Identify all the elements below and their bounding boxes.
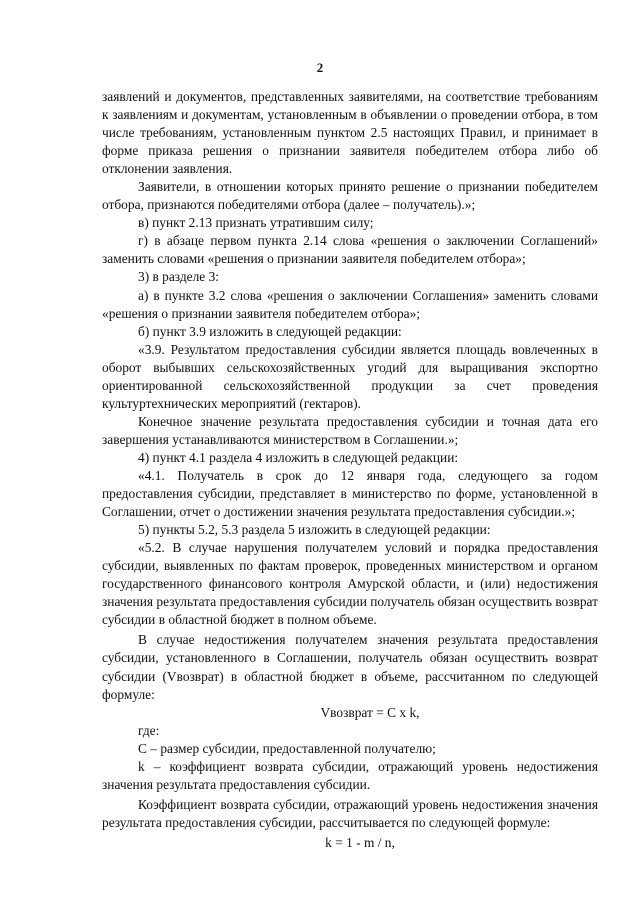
paragraph-coefficient: Коэффициент возврата субсидии, отражающий уровень недостижения значения результата предоставления субсидии, рассчитывается по следующей формуле: (102, 796, 598, 830)
where-label: где: (138, 722, 160, 738)
paragraph-item-4: 4) пункт 4.1 раздела 4 изложить в следующей редакции: (138, 449, 459, 465)
paragraph-item-b: б) пункт 3.9 изложить в следующей редакции: (138, 323, 402, 339)
paragraph-item-5: 5) пункты 5.2, 5.3 раздела 5 изложить в следующей редакции: (138, 522, 491, 538)
paragraph-clause-3-9: «3.9. Результатом предоставления субсидии является площадь вовлеченных в оборот выбывших сельскохозяйственных угодий для выращивания экспортно ориентированной сельскохозяйственной продукции за счет проведения культуртехнических мероприятий (гектаров). (102, 341, 598, 411)
formula-coefficient: k = 1 - m / n, (325, 834, 395, 850)
page-number: 2 (316, 60, 324, 75)
paragraph-item-g: г) в абзаце первом пункта 2.14 слова «решения о заключении Соглашений» заменить словами «решения о признании заявителя победителем отбора»; (102, 233, 598, 267)
definition-c: C – размер субсидии, предоставленной получателю; (138, 740, 436, 756)
paragraph-clause-5-2: «5.2. В случае нарушения получателем условий и порядка предоставления субсидии, выявленных по фактам проверок, проведенных министерством и органом государственного финансового контроля Амурской области, и (или) недостижения значения результата предоставления субсидии получатель обязан осуществить возврат субсидии в областной бюджет в полном объеме. (102, 540, 598, 628)
paragraph-final-value: Конечное значение результата предоставления субсидии и точная дата его завершения устанавливаются министерством в Соглашении.»; (102, 413, 598, 447)
paragraph-section-3: 3) в разделе 3: (138, 269, 220, 285)
paragraph-item-v: в) пункт 2.13 признать утратившим силу; (138, 215, 374, 231)
formula-refund: Vвозврат = C x k, (320, 704, 420, 720)
document-body (102, 88, 598, 852)
paragraph-continuation: заявлений и документов, представленных заявителями, на соответствие требованиям к заявлениям и документам, установленным в объявлении о проведении отбора, в том числе требованиям, установленным пунктом 2.5 настоящих Правил, и принимает в форме приказа решения о признании заявителя победителем отбора либо об отклонении заявления. (102, 89, 598, 177)
paragraph-refund-calculation: В случае недостижения получателем значения результата предоставления субсидии, установленного в Соглашении, получатель обязан осуществить возврат субсидии (Vвозврат) в областной бюджет в объеме, рассчитанном по следующей формуле: (102, 632, 598, 702)
paragraph-clause-4-1: «4.1. Получатель в срок до 12 января года, следующего за годом предоставления субсидии, представляет в министерство по форме, установленной в Соглашении, отчет о достижении значения результата предоставления субсидии.»; (102, 467, 598, 520)
paragraph-applicants-winners: Заявители, в отношении которых принято решение о признании победителем отбора, признаются победителями отбора (далее – получатель).»; (102, 179, 598, 213)
definition-k: k – коэффициент возврата субсидии, отражающий уровень недостижения значения результата предоставления субсидии. (102, 758, 598, 792)
paragraph-item-a: а) в пункте 3.2 слова «решения о заключении Соглашения» заменить словами «решения о признании заявителя победителем отбора»; (102, 287, 598, 321)
